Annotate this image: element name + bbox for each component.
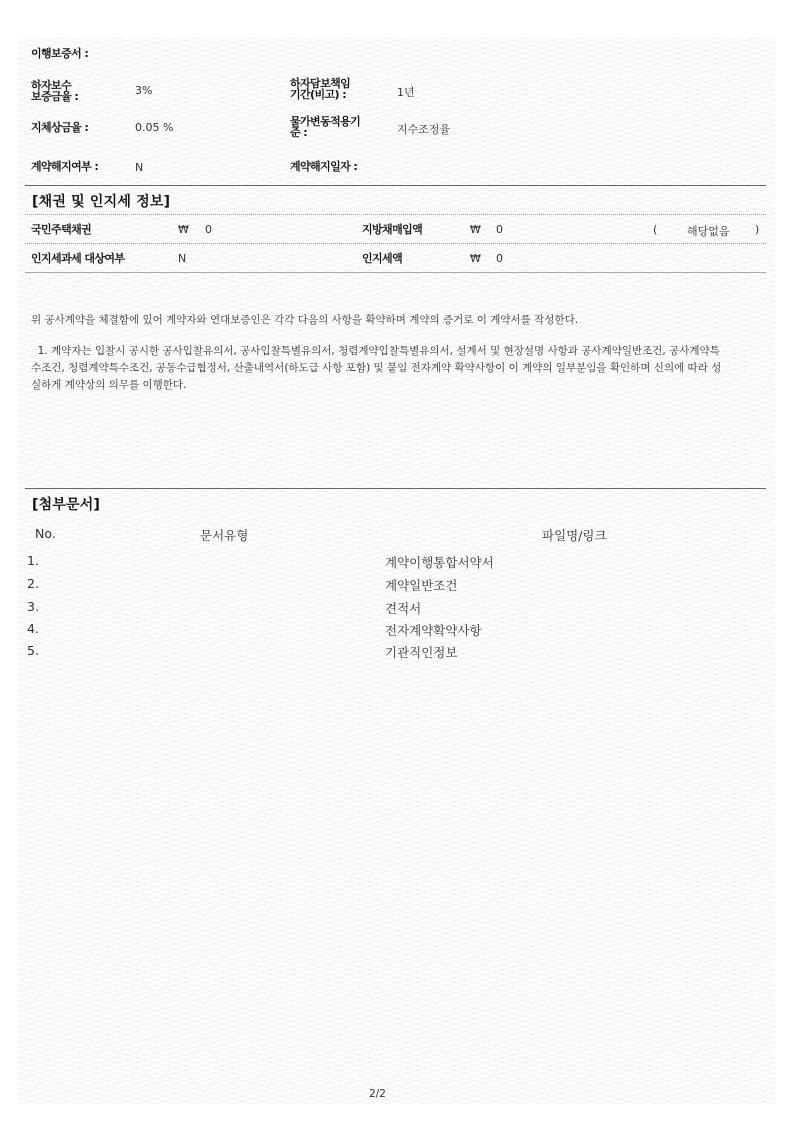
defect-period-label-line2: 기간(비고) : xyxy=(290,88,346,101)
contract-clause-1-line-3: 실하게 계약상의 의무를 이행한다. xyxy=(31,379,187,391)
defect-period-label-line1: 하자담보책임 xyxy=(290,77,351,90)
contract-clause-1-line-2: 수조건, 청렴계약특수조건, 공동수급협정서, 산출내역서(하도급 사항 포함) 및 붙임 전자계약 확약사항이 이 계약의 일부분임을 확인하며 신의에 따라 성 xyxy=(31,362,722,374)
attachment-row-no: 4. xyxy=(27,621,39,636)
delay-rate-value: 0.05 % xyxy=(135,121,174,134)
attachment-file-link[interactable]: 계약일반조건 xyxy=(385,578,458,593)
attachment-row-no: 3. xyxy=(27,599,39,614)
defect-period-label xyxy=(290,78,350,100)
defect-bond-value: 3% xyxy=(135,84,153,97)
price-adjust-label-line2: 준 : xyxy=(290,126,308,139)
section-divider xyxy=(25,185,766,186)
performance-bond-label: 이행보증서 : xyxy=(31,47,89,60)
defect-bond-label-line2: 보증금율 : xyxy=(31,90,79,103)
stamp-tax-value: 0 xyxy=(496,252,503,265)
stamp-tax-label: 인지세액 xyxy=(362,252,403,265)
attachments-col-no: No. xyxy=(35,526,56,541)
defect-bond-label-line1: 하자보수 xyxy=(31,79,72,92)
attachments-col-file: 파일명/링크 xyxy=(542,528,607,543)
delay-rate-label: 지체상금율 : xyxy=(31,121,89,134)
defect-period-value: 1년 xyxy=(397,86,415,99)
local-bond-label: 지방채매입액 xyxy=(362,223,423,236)
attachment-file-link[interactable]: 견적서 xyxy=(385,601,422,616)
attachment-file-link[interactable]: 계약이행통합서약서 xyxy=(385,555,494,570)
attachment-row-no: 1. xyxy=(27,553,39,568)
local-bond-note: 해당없음 xyxy=(687,225,730,238)
stamp-tax-target-value: N xyxy=(178,252,187,265)
contract-intro: 위 공사계약을 체결함에 있어 계약자와 연대보증인은 각각 다음의 사항을 확약하며 계약의 증거로 이 계약서를 작성한다. xyxy=(31,314,579,326)
bond-section-bottom-divider xyxy=(25,272,766,273)
paren-close: ) xyxy=(755,223,760,236)
attachments-top-divider xyxy=(25,488,766,489)
termination-label: 계약해지여부 : xyxy=(31,160,99,173)
termination-value: N xyxy=(135,161,144,174)
bond-row-divider xyxy=(25,243,766,244)
attachments-col-type: 문서유형 xyxy=(200,528,249,543)
contract-clause-1-line-1: 1. 계약자는 입찰시 공시한 공사입찰유의서, 공사입찰특별유의서, 청렴계약입찰특별유의서, 설계서 및 현장설명 사항과 공사계약일반조건, 공사계약특 xyxy=(31,345,720,357)
price-adjust-value: 지수조정율 xyxy=(397,123,451,136)
attachment-row-no: 2. xyxy=(27,576,39,591)
price-adjust-label xyxy=(290,116,360,138)
stamp-tax-currency: ₩ xyxy=(470,252,481,265)
termination-date-label: 계약해지일자 : xyxy=(290,160,358,173)
bond-section-title: [채권 및 인지세 정보] xyxy=(32,194,171,210)
attachment-file-link[interactable]: 전자계약확약사항 xyxy=(385,623,482,638)
stamp-tax-target-label: 인지세과세 대상여부 xyxy=(31,252,125,265)
paren-open: ( xyxy=(653,223,658,236)
price-adjust-label-line1: 물가변동적용기 xyxy=(290,115,361,128)
attachment-row-no: 5. xyxy=(27,643,39,658)
attachment-file-link[interactable]: 기관직인정보 xyxy=(385,645,458,660)
defect-bond-label xyxy=(31,80,78,102)
attachments-title: [첨부문서] xyxy=(32,497,101,513)
local-bond-currency: ₩ xyxy=(470,223,481,236)
national-housing-bond-currency: ₩ xyxy=(178,223,189,236)
local-bond-value: 0 xyxy=(496,223,503,236)
national-housing-bond-label: 국민주택채권 xyxy=(31,223,92,236)
bond-header-divider xyxy=(25,214,766,215)
page-number: 2/2 xyxy=(369,1088,386,1100)
national-housing-bond-value: 0 xyxy=(205,223,212,236)
